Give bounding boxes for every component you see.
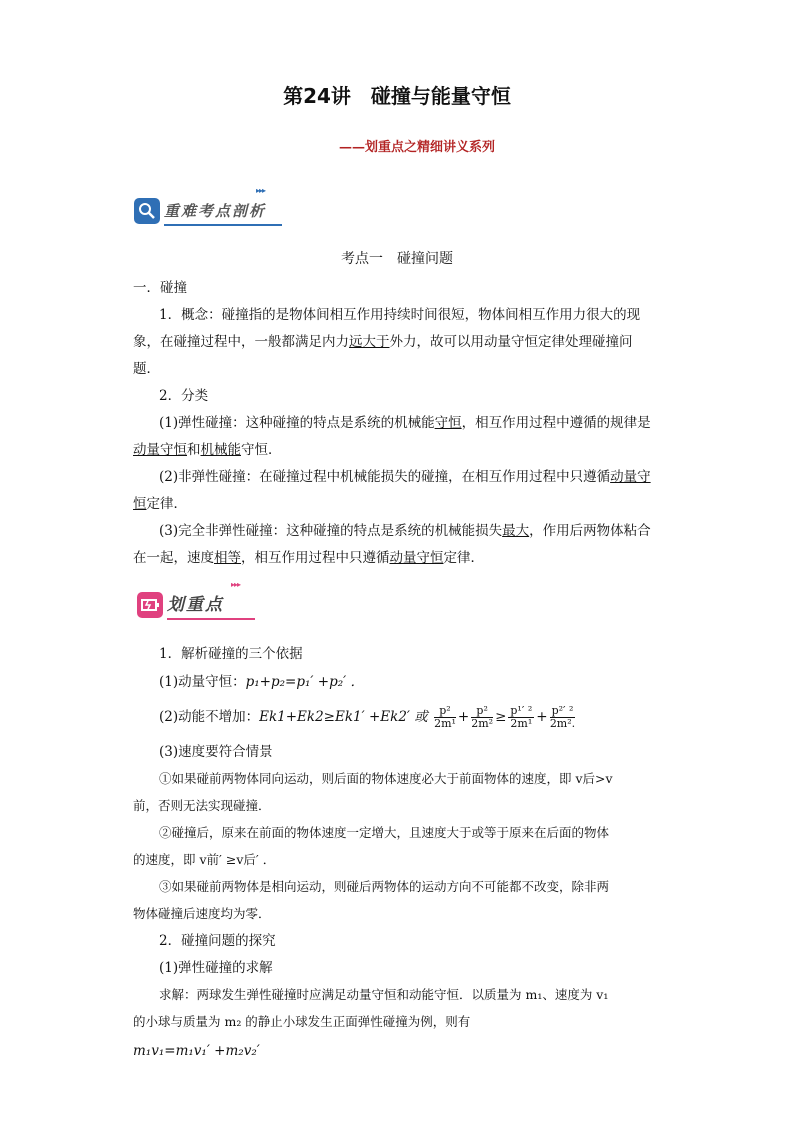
arrows-icon: ▸▸▸: [231, 580, 241, 589]
speed-rule-2b: 的速度，即 v前′ ≥v后′ ．: [133, 852, 276, 867]
speed-rule-3a: ③如果碰前两物体是相向运动，则碰后两物体的运动方向不可能都不改变，除非两: [159, 879, 610, 894]
speed-rule-2a: ②碰撞后，原来在前面的物体速度一定增大，且速度大于或等于原来在后面的物体: [159, 825, 610, 840]
inelastic-line-1: (2)非弹性碰撞：在碰撞过程中机械能损失的碰撞，在相互作用过程中只遵循动量守: [159, 469, 651, 485]
inelastic-line-2: 恒定律．: [133, 496, 187, 512]
series-subtitle: ——划重点之精细讲义系列: [338, 140, 495, 155]
energy-line: (2)动能不增加：Ek1+Ek2≥Ek1′ +Ek2′ 或 $\frac{\text{p²}}{\text{2m¹}}$ + $\frac{\text{p²}}{\text{2m²}}$ ≥ $\frac{\text{p¹′ ²}}{\text{2m¹}}$ + $\frac{\text{p²′ ²}}{\text{2m².}}$: [159, 704, 576, 730]
highlight-banner: [137, 580, 267, 618]
solve-line-1: 求解：两球发生弹性碰撞时应满足动量守恒和动能守恒．以质量为 m₁、速度为 v₁: [159, 987, 609, 1002]
elastic-line-2: 动量守恒和机械能守恒．: [133, 442, 282, 458]
elastic-line-1: (1)弹性碰撞：这种碰撞的特点是系统的机械能守恒，相互作用过程中遵循的规律是: [159, 415, 651, 431]
explore-title: 2．碰撞问题的探究: [159, 933, 276, 949]
page-title: 第24讲 碰撞与能量守恒: [283, 84, 511, 108]
concept-line-2: 象，在碰撞过程中，一般都满足内力远大于外力，故可以用动量守恒定律处理碰撞问: [133, 334, 633, 350]
key-points-banner: [134, 186, 284, 224]
solve-line-2: 的小球与质量为 m₂ 的静止小球发生正面弹性碰撞为例，则有: [133, 1014, 471, 1029]
speed-title: (3)速度要符合情景: [159, 744, 273, 760]
heading-collision: 一．碰撞: [133, 280, 187, 296]
concept-line-3: 题．: [133, 361, 160, 377]
classify-heading: 2．分类: [159, 388, 209, 404]
arrows-icon: ▸▸▸: [256, 186, 266, 195]
perfect-line-1: (3)完全非弹性碰撞：这种碰撞的特点是系统的机械能损失最大，作用后两物体粘合: [159, 523, 651, 539]
banner-label: 划重点: [167, 595, 224, 615]
banner-underline: [167, 618, 255, 620]
elastic-solve-title: (1)弹性碰撞的求解: [159, 960, 273, 976]
speed-rule-1b: 前，否则无法实现碰撞．: [133, 798, 271, 813]
magnifier-icon: [134, 198, 160, 224]
banner-underline: [164, 224, 282, 226]
momentum-equation: m₁v₁=m₁v₁′ +m₂v₂′: [133, 1043, 260, 1059]
perfect-line-2: 在一起，速度相等，相互作用过程中只遵循动量守恒定律．: [133, 550, 484, 566]
fraction: $\frac{\text{p¹′ ²}}{\text{2m¹}}$: [510, 704, 533, 730]
concept-line-1: 1．概念：碰撞指的是物体间相互作用持续时间很短，物体间相互作用力很大的现: [159, 307, 641, 323]
fraction: $\frac{\text{p²}}{\text{2m¹}}$: [434, 704, 456, 730]
speed-rule-1a: ①如果碰前两物体同向运动，则后面的物体速度必大于前面物体的速度，即 v后>v: [159, 771, 613, 786]
momentum-line: (1)动量守恒：p₁+p₂=p₁′ +p₂′ ．: [159, 674, 364, 690]
fraction: $\frac{\text{p²′ ²}}{\text{2m².}}$: [549, 704, 576, 730]
fraction: $\frac{\text{p²}}{\text{2m²}}$: [471, 704, 494, 730]
battery-icon: [137, 592, 163, 618]
speed-rule-3b: 物体碰撞后速度均为零．: [133, 906, 271, 921]
section-title: 考点一 碰撞问题: [341, 251, 453, 267]
basis-title: 1．解析碰撞的三个依据: [159, 646, 303, 662]
banner-label: 重难考点剖析: [164, 202, 267, 220]
